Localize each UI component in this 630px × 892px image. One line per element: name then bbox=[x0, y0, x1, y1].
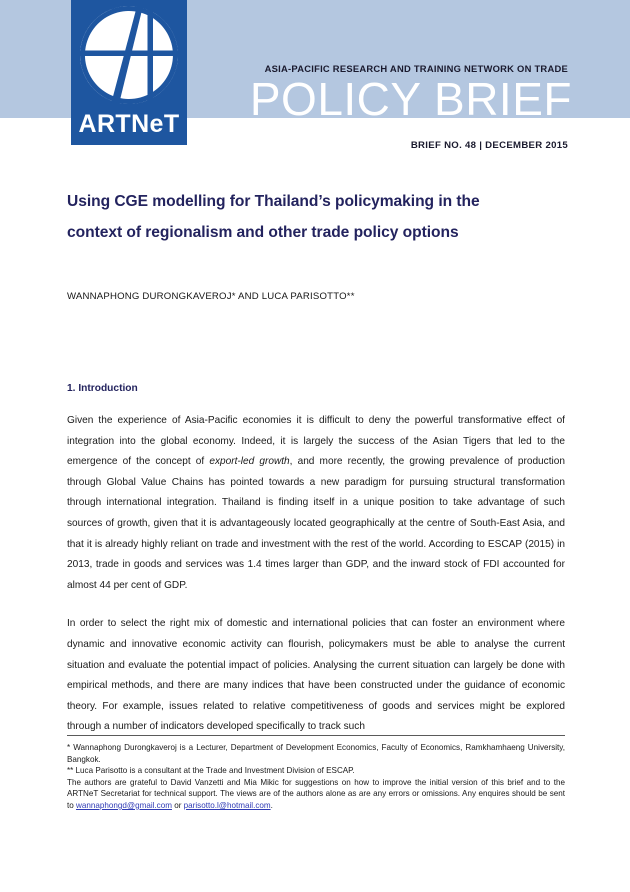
footnote-block bbox=[67, 735, 565, 812]
footnote-separator bbox=[67, 735, 565, 736]
footnote-acknowledgements bbox=[67, 777, 565, 812]
artnet-circle-a-icon bbox=[71, 0, 187, 112]
network-name-line: ASIA-PACIFIC RESEARCH AND TRAINING NETWORK ON TRADE bbox=[264, 63, 568, 74]
paragraph-1-part-a: Given the experience of Asia-Pacific economies it is difficult to deny the powerful transformative effect of integration into the global economy. Indeed, it is largely the success of the Asian Tigers that led to the emergence of the concept of bbox=[67, 415, 565, 468]
artnet-wordmark: ARTNeT bbox=[78, 110, 180, 138]
paragraph-2: In order to select the right mix of domestic and international policies that can foster an environment where dynamic and innovative economic activity can flourish, policymakers must be able to analyse the current situation and evaluate the potential impact of policies. Analysing the current situation can largely be done with empirical methods, and there are many indices that have been constructed under the guidance of economic theory. For example, issues related to relative competitiveness of goods and services might be explored through a number of indicators developed specifically to track such bbox=[67, 618, 565, 733]
footnote-period: . bbox=[270, 800, 273, 810]
brief-number-line: BRIEF NO. 48 | DECEMBER 2015 bbox=[410, 140, 568, 151]
document-body bbox=[67, 186, 565, 748]
section-heading-introduction: 1. Introduction bbox=[67, 383, 138, 394]
page-title-line-2: context of regionalism and other trade policy options bbox=[67, 224, 459, 241]
paragraph-1-part-b: , and more recently, the growing prevalence of production through Global Value Chains has pointed towards a new paradigm for pursuing structural transformation through international integration. Thailand is finding itself in a unique position to take advantage of such sources of growth, given that it is advantageously located geographically at the centre of South-East Asia, and that it is already highly reliant on trade and investment with the rest of the world. According to ESCAP (2015) in 2013, trade in goods and services was 1.4 times larger than GDP, and the inward stock of FDI accounted for almost 44 per cent of GDP. bbox=[67, 456, 565, 591]
page-title bbox=[67, 186, 565, 248]
footnote-author-2: ** Luca Parisotto is a consultant at the Trade and Investment Division of ESCAP. bbox=[67, 766, 355, 776]
page-title-line-1: Using CGE modelling for Thailand’s policymaking in the bbox=[67, 193, 480, 210]
paragraph-1 bbox=[67, 411, 565, 596]
footnote-conjunction: or bbox=[171, 800, 184, 810]
artnet-logo bbox=[71, 0, 187, 145]
author-line: WANNAPHONG DURONGKAVEROJ* AND LUCA PARISOTTO** bbox=[67, 291, 355, 302]
paragraph-1-emphasis: export-led growth bbox=[209, 456, 290, 468]
footnote-author-1: * Wannaphong Durongkaveroj is a Lecturer, Department of Development Economics, Faculty of Economics, Ramkhamhaeng University, Bangkok. bbox=[67, 743, 565, 764]
footnote-acknowledgements-text: The authors are grateful to David Vanzetti and Mia Mikic for suggestions on how to improve the initial version of this brief and to the ARTNeT Secretariat for technical support. The views are of the authors alone as are any errors or omissions. Any enquires should be sent to bbox=[67, 777, 565, 810]
publication-type-title: POLICY BRIEF bbox=[249, 73, 572, 125]
email-link-parisotto[interactable]: parisotto.l@hotmail.com bbox=[183, 800, 271, 810]
email-link-wannaphong[interactable]: wannaphongd@gmail.com bbox=[76, 800, 172, 810]
